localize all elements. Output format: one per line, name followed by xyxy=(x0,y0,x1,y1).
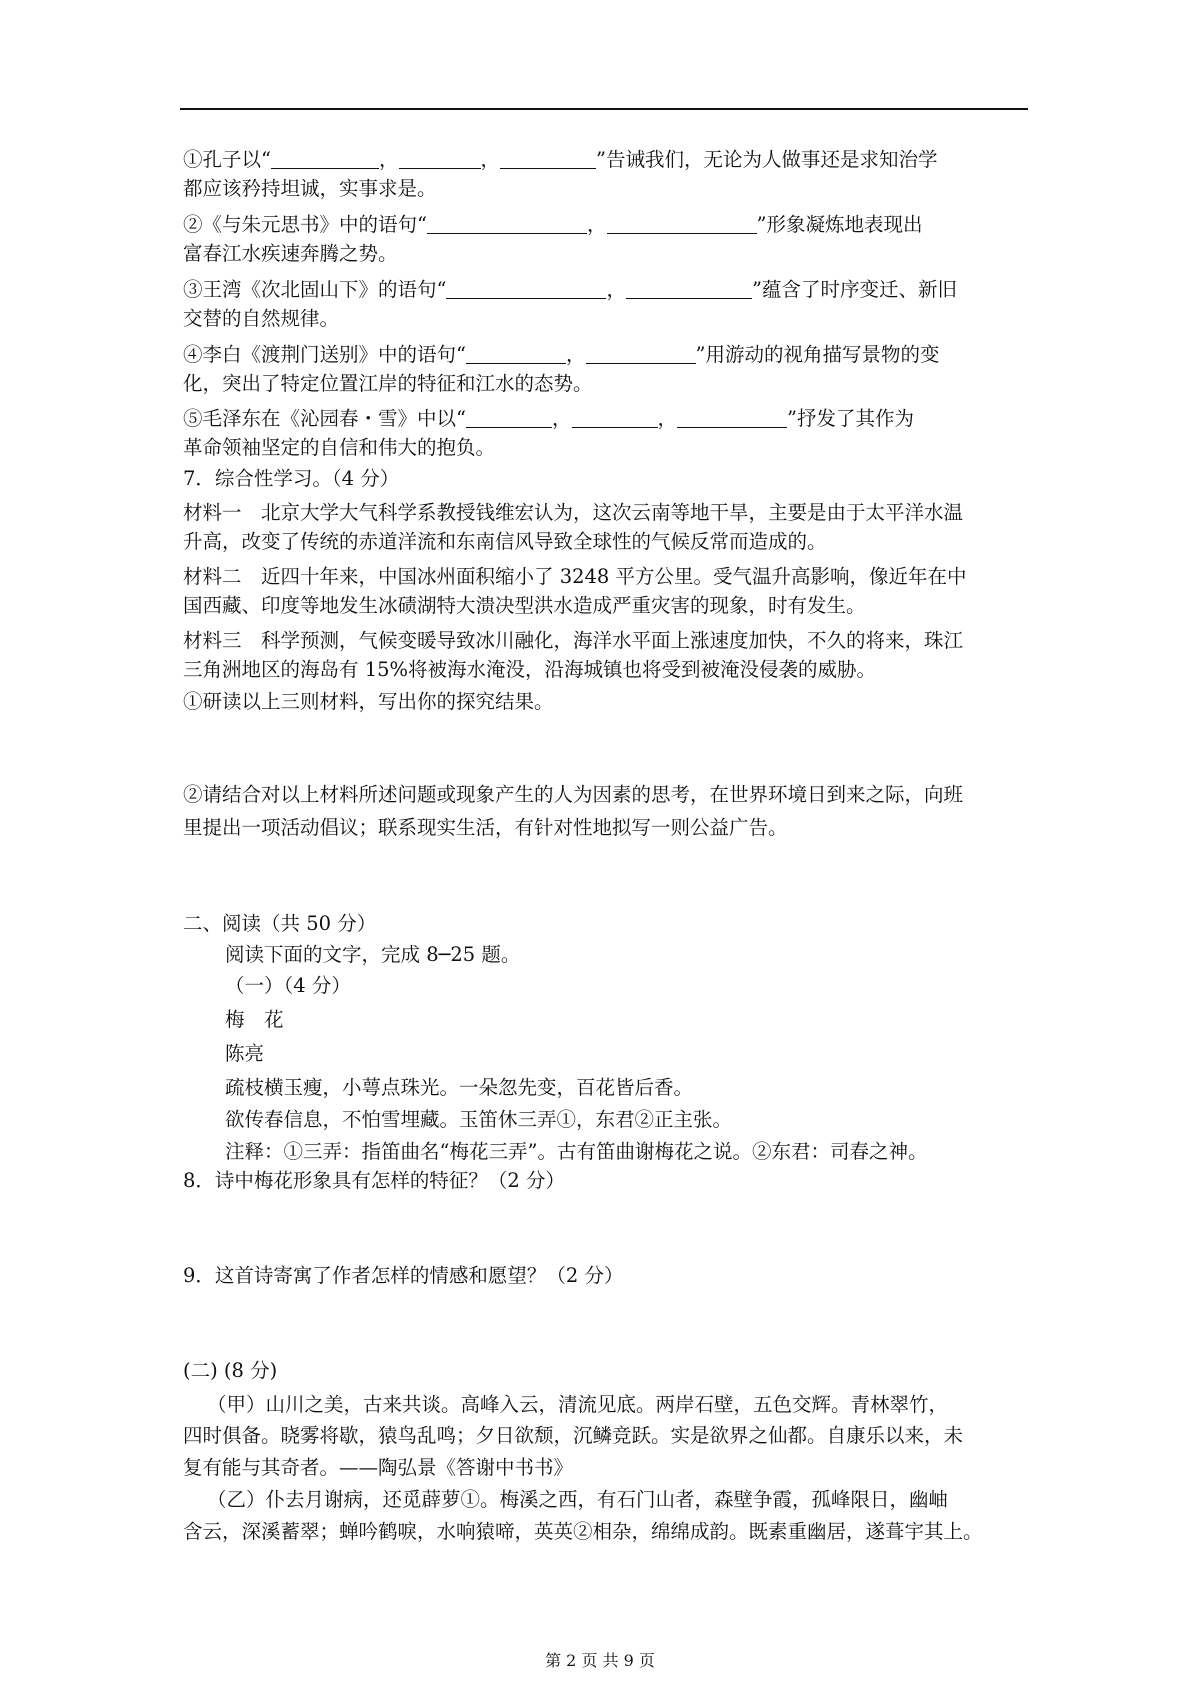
reading-part-2-title: (二) (8 分) xyxy=(183,1359,278,1382)
poem-author: 陈亮 xyxy=(225,1042,265,1065)
answer-blank[interactable] xyxy=(607,213,757,234)
q7-sub-2-cont: 里提出一项活动倡议；联系现实生活，有针对性地拟写一则公益广告。 xyxy=(183,816,788,839)
q6-item-5-cont: 革命领袖坚定的自信和伟大的抱负。 xyxy=(183,436,496,459)
reading-instruction: 阅读下面的文字，完成 8─25 题。 xyxy=(225,943,521,966)
passage-yi-line-2: 含云，深溪蓄翠；蝉吟鹤唳，水响猿啼，英英②相杂，绵绵成韵。既素重幽居，遂葺宇其上。 xyxy=(183,1520,983,1543)
q7-sub-1: ①研读以上三则材料，写出你的探究结果。 xyxy=(183,690,554,713)
answer-blank[interactable] xyxy=(677,407,787,428)
poem-notes: 注释：①三弄：指笛曲名“梅花三弄”。古有笛曲谢梅花之说。②东君：司春之神。 xyxy=(225,1140,928,1163)
q6-item-5: ⑤毛泽东在《沁园春・雪》中以“ ， ， ”抒发了其作为 xyxy=(183,407,914,430)
reading-part-1-title: （一）（4 分） xyxy=(225,974,351,997)
passage-yi-line-1: （乙）仆去月谢病，还觅薜萝①。梅溪之西，有石门山者，森壁争霞，孤峰限日，幽岫 xyxy=(207,1488,949,1511)
answer-blank[interactable] xyxy=(271,148,379,169)
q6-item-2-cont: 富春江水疾速奔腾之势。 xyxy=(183,242,398,265)
passage-jia-line-1: （甲）山川之美，古来共谈。高峰入云，清流见底。两岸石壁，五色交辉。青林翠竹， xyxy=(207,1393,949,1416)
question-9: 9．这首诗寄寓了作者怎样的情感和愿望？（2 分） xyxy=(183,1264,624,1287)
q6-item-4-cont: 化，突出了特定位置江岸的特征和江水的态势。 xyxy=(183,372,593,395)
answer-blank[interactable] xyxy=(500,148,596,169)
q7-material-3-cont: 三角洲地区的海岛有 15%将被海水淹没，沿海城镇也将受到被淹没侵袭的威胁。 xyxy=(183,658,877,681)
poem-title: 梅 花 xyxy=(225,1008,284,1031)
q7-material-3: 材料三 科学预测，气候变暖导致冰川融化，海洋水平面上涨速度加快，不久的将来，珠江 xyxy=(183,629,964,652)
q6-item-2: ②《与朱元思书》中的语句“ ， ”形象凝炼地表现出 xyxy=(183,213,923,236)
q6-item-4: ④李白《渡荆门送别》中的语句“ ， ”用游动的视角描写景物的变 xyxy=(183,343,940,366)
q6-item-1-cont: 都应该矜持坦诚，实事求是。 xyxy=(183,177,437,200)
answer-blank[interactable] xyxy=(466,343,566,364)
q7-material-1: 材料一 北京大学大气科学系教授钱维宏认为，这次云南等地干旱，主要是由于太平洋水温 xyxy=(183,501,964,524)
q7-material-2: 材料二 近四十年来，中国冰州面积缩小了 3248 平方公里。受气温升高影响，像近年在中 xyxy=(183,565,967,588)
answer-blank[interactable] xyxy=(446,278,606,299)
answer-blank[interactable] xyxy=(427,213,587,234)
passage-jia-line-2: 四时俱备。晓雾将歇，猿鸟乱鸣；夕日欲颓，沉鳞竞跃。实是欲界之仙都。自康乐以来，未 xyxy=(183,1424,964,1447)
answer-blank[interactable] xyxy=(626,278,752,299)
answer-blank[interactable] xyxy=(466,407,552,428)
q7-material-1-cont: 升高，改变了传统的赤道洋流和东南信风导致全球性的气候反常而造成的。 xyxy=(183,530,827,553)
answer-blank[interactable] xyxy=(586,343,696,364)
q6-item-1: ①孔子以“ ， ， ”告诫我们，无论为人做事还是求知治学 xyxy=(183,148,938,171)
passage-jia-line-3: 复有能与其奇者。——陶弘景《答谢中书书》 xyxy=(183,1456,574,1479)
q7-sub-2: ②请结合对以上材料所述问题或现象产生的人为因素的思考，在世界环境日到来之际，向班 xyxy=(183,783,964,806)
reading-section-title: 二、阅读（共 50 分） xyxy=(183,912,377,935)
header-rule xyxy=(180,108,1028,110)
poem-line-2: 欲传春信息，不怕雪埋藏。玉笛休三弄①，东君②正主张。 xyxy=(225,1108,733,1131)
q6-item-3-cont: 交替的自然规律。 xyxy=(183,307,340,330)
q7-title: 7．综合性学习。（4 分） xyxy=(183,467,400,490)
answer-blank[interactable] xyxy=(572,407,658,428)
q6-item-3: ③王湾《次北固山下》的语句“ ， ”蕴含了时序变迁、新旧 xyxy=(183,278,957,301)
poem-line-1: 疏枝横玉瘦，小萼点珠光。一朵忽先变，百花皆后香。 xyxy=(225,1076,694,1099)
question-8: 8．诗中梅花形象具有怎样的特征？（2 分） xyxy=(183,1169,566,1192)
answer-blank[interactable] xyxy=(399,148,481,169)
q7-material-2-cont: 国西藏、印度等地发生冰碛湖特大溃决型洪水造成严重灾害的现象，时有发生。 xyxy=(183,594,866,617)
page-footer: 第 2 页 共 9 页 xyxy=(545,1651,655,1670)
